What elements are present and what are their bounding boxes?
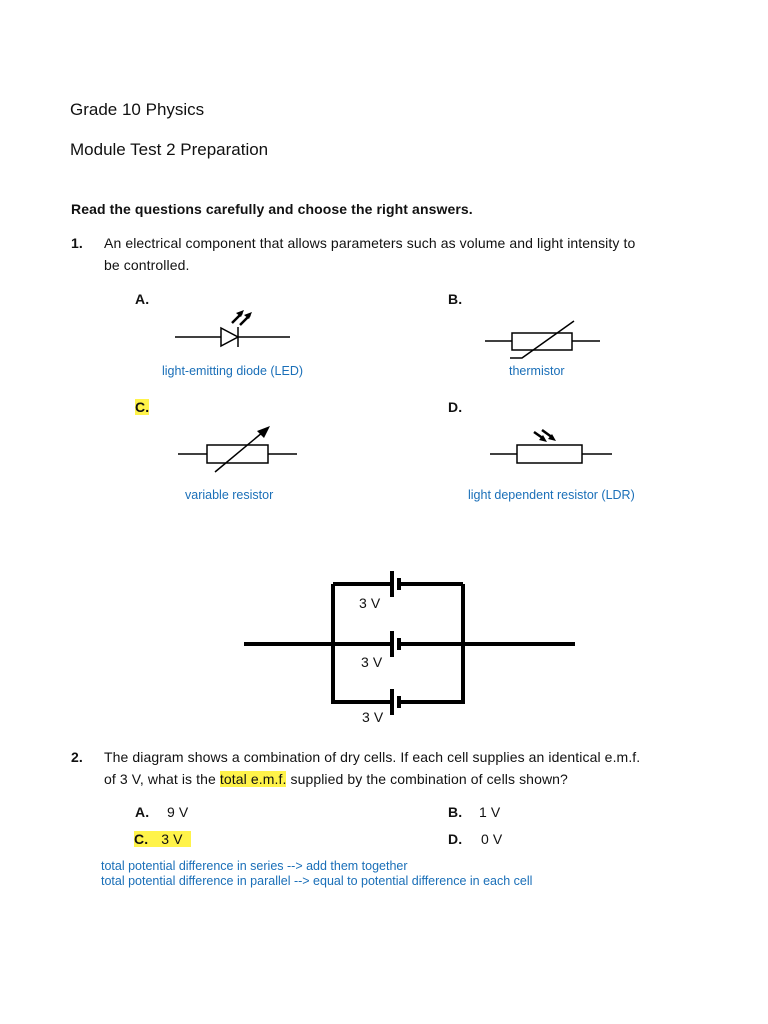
- q2-option-c-value: 3 V: [161, 831, 183, 847]
- question-2-text-line1: The diagram shows a combination of dry cells. If each cell supplies an identical e.m.f.: [104, 749, 641, 765]
- question-1-text-line1: An electrical component that allows parameters such as volume and light intensity to: [104, 235, 636, 251]
- question-1-text-line2: be controlled.: [104, 257, 190, 273]
- question-1-number: 1.: [71, 235, 83, 251]
- q1-option-c-label: variable resistor: [185, 488, 274, 502]
- thermistor-symbol: [480, 318, 605, 363]
- q1-option-d-letter[interactable]: D.: [448, 399, 463, 415]
- led-symbol: [170, 305, 295, 350]
- q1-option-c-letter[interactable]: C.: [135, 399, 150, 415]
- q2-option-a-letter[interactable]: A.: [135, 804, 150, 820]
- q2-text-before: of 3 V, what is the: [104, 771, 216, 787]
- page-subtitle: Module Test 2 Preparation: [70, 140, 269, 159]
- variable-resistor-symbol: [175, 422, 300, 472]
- instructions: Read the questions carefully and choose the right answers.: [71, 201, 473, 217]
- cell-label-bottom: 3 V: [362, 709, 384, 725]
- q2-option-a-value: 9 V: [167, 804, 189, 820]
- q2-option-d-value: 0 V: [481, 831, 503, 847]
- q2-highlighted-term: total e.m.f.: [219, 771, 287, 787]
- cell-label-top: 3 V: [359, 595, 381, 611]
- note-parallel: total potential difference in parallel --> equal to potential difference in each cell: [101, 874, 533, 888]
- q2-option-c-letter: C.: [134, 831, 149, 847]
- ldr-symbol: [487, 425, 617, 470]
- page-title: Grade 10 Physics: [70, 100, 205, 119]
- q2-option-b-value: 1 V: [479, 804, 501, 820]
- q1-option-a-letter[interactable]: A.: [135, 291, 150, 307]
- question-2-text-line2: [104, 771, 568, 787]
- q2-option-c[interactable]: [134, 831, 191, 847]
- q2-option-d-letter[interactable]: D.: [448, 831, 463, 847]
- q1-option-b-letter[interactable]: B.: [448, 291, 463, 307]
- question-2-number: 2.: [71, 749, 83, 765]
- q2-option-b-letter[interactable]: B.: [448, 804, 463, 820]
- note-series: total potential difference in series --> add them together: [101, 859, 408, 873]
- q2-text-after: supplied by the combination of cells shown?: [290, 771, 568, 787]
- q1-option-a-label: light-emitting diode (LED): [162, 364, 304, 378]
- parallel-cells-circuit: [240, 565, 580, 725]
- q1-option-b-label: thermistor: [509, 364, 565, 378]
- cell-label-middle: 3 V: [361, 654, 383, 670]
- q1-option-d-label: light dependent resistor (LDR): [468, 488, 635, 502]
